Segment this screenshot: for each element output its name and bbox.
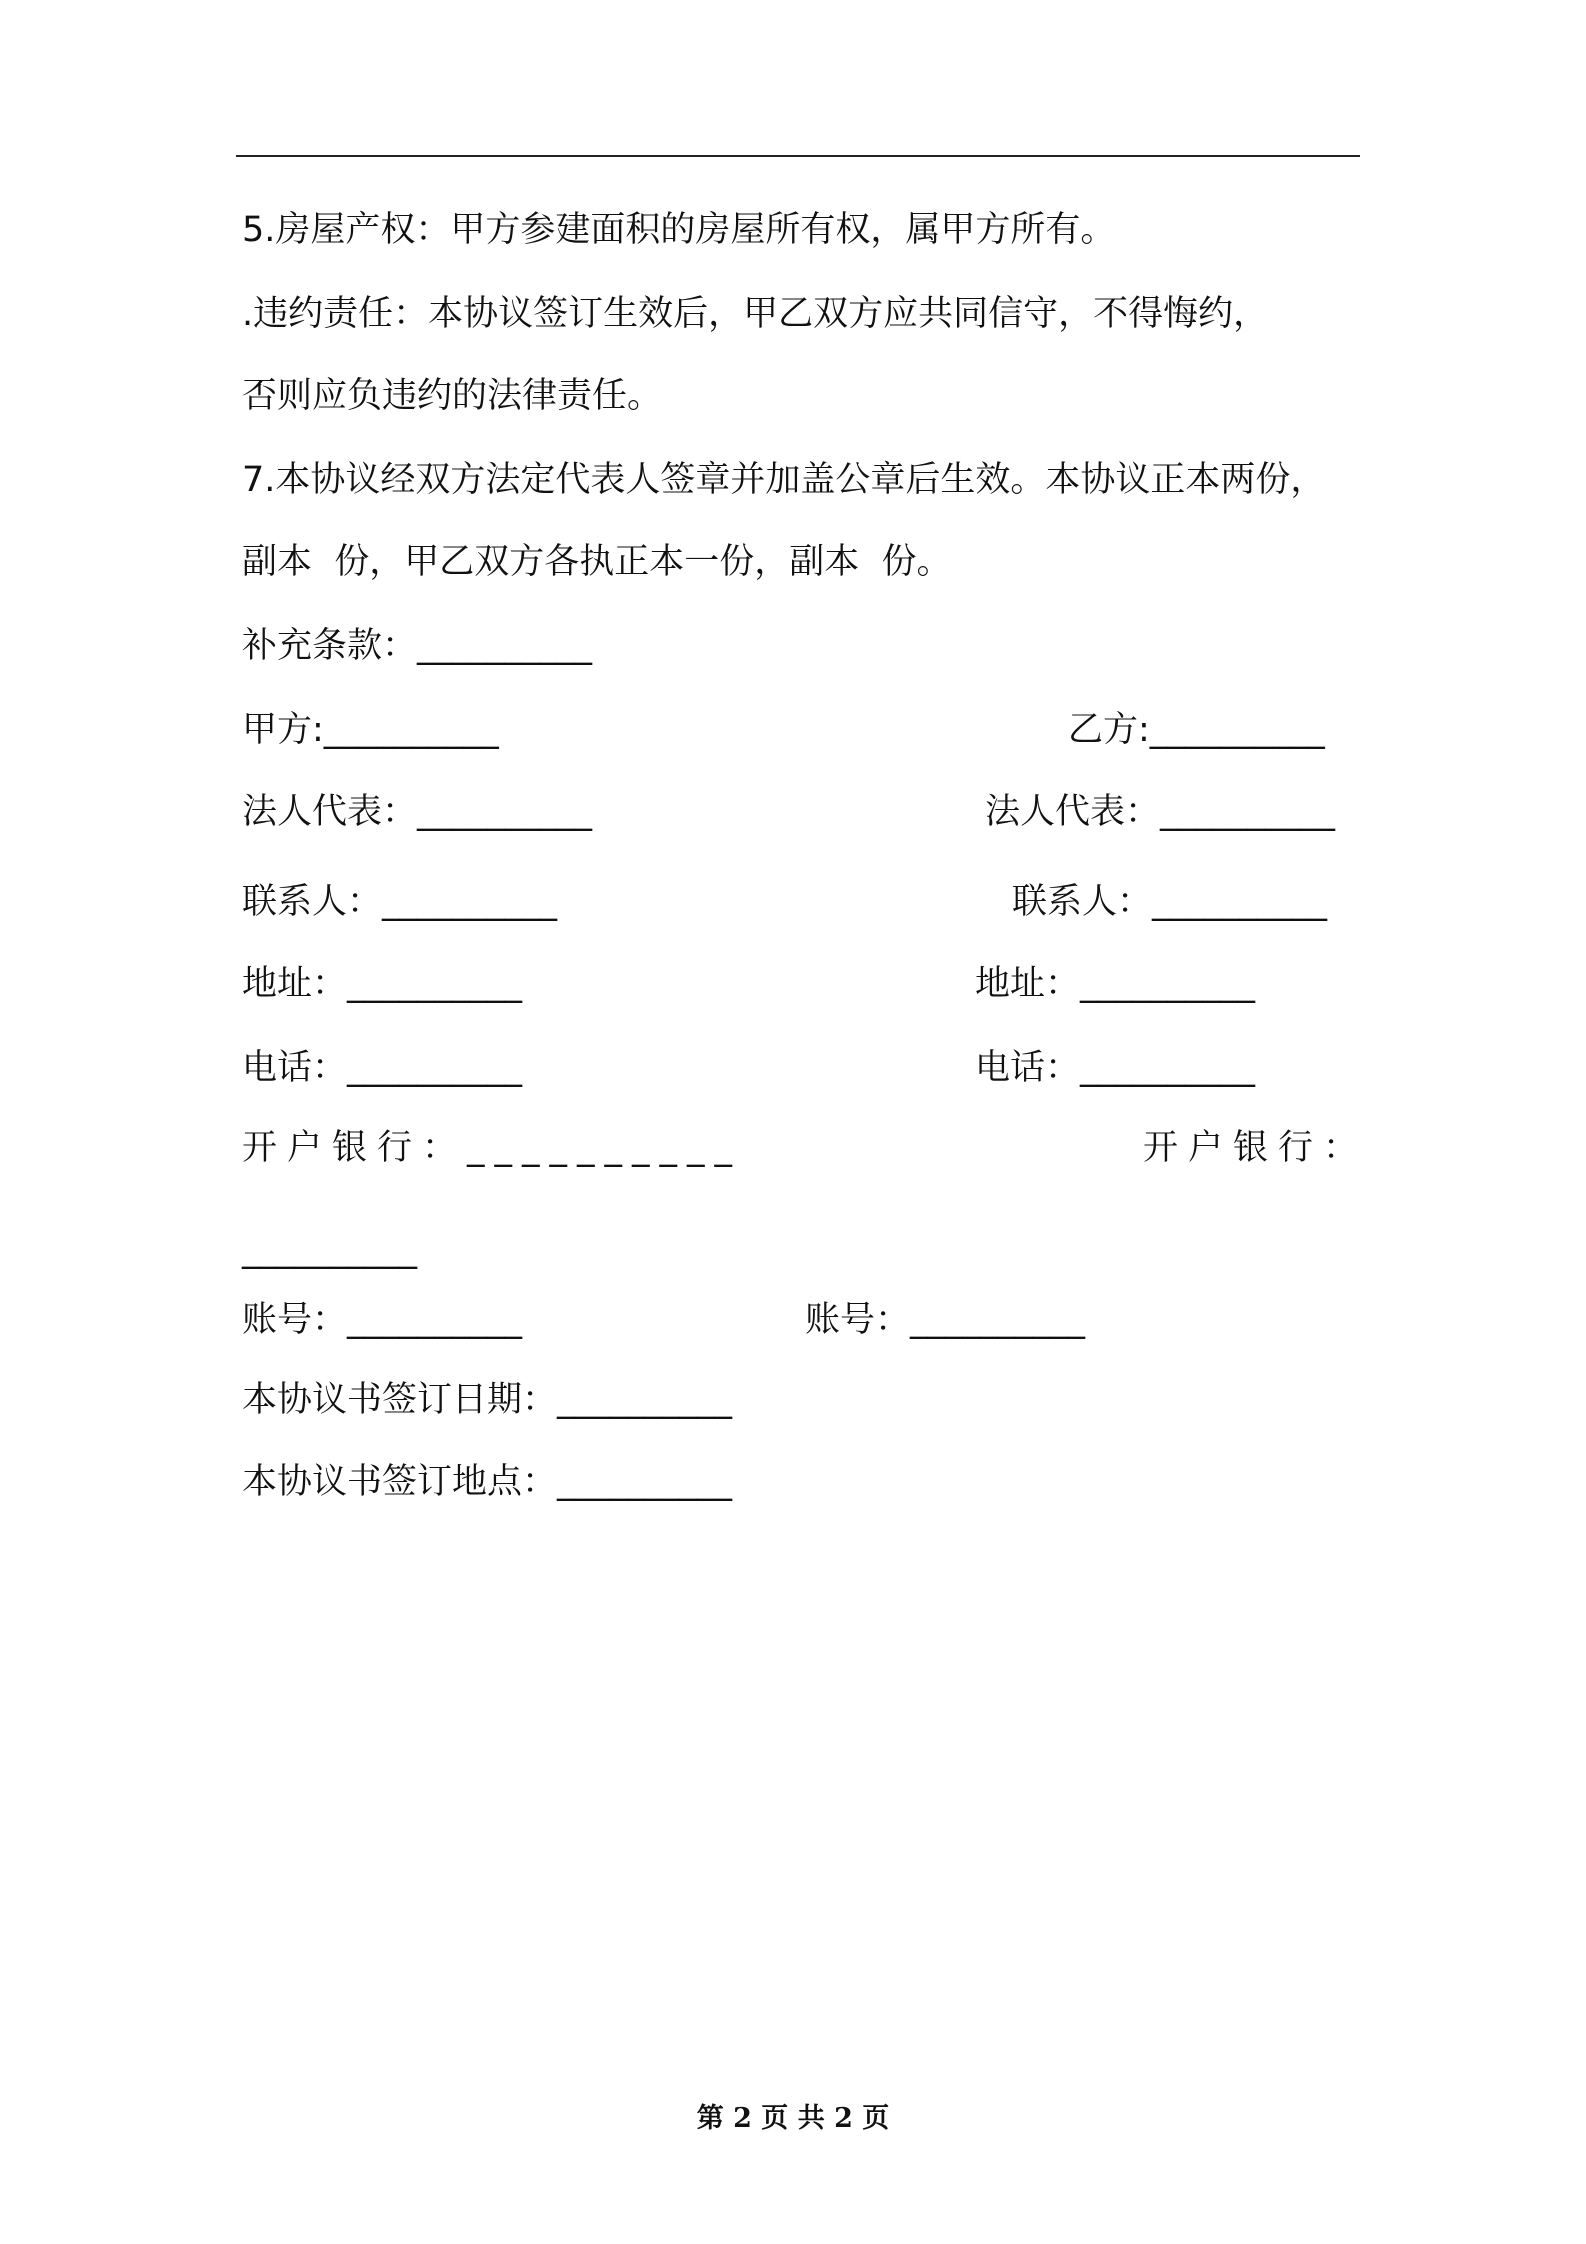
- signing-date: 本协议书签订日期：__________: [242, 1380, 733, 1420]
- party-b-phone: 电话：__________: [975, 1048, 1256, 1088]
- party-a-bank: 开户银行：__________: [242, 1128, 743, 1168]
- header-rule: [236, 155, 1360, 157]
- signing-place: 本协议书签订地点：__________: [242, 1462, 733, 1502]
- clause-7-line-1: 7.本协议经双方法定代表人签章并加盖公章后生效。本协议正本两份，: [242, 460, 1326, 500]
- party-a-address: 地址：__________: [242, 964, 523, 1004]
- clause-6-line-2: 否则应负违约的法律责任。: [242, 376, 663, 416]
- party-b-bank: 开户银行：: [1143, 1128, 1369, 1168]
- party-b-rep: 法人代表：__________: [985, 792, 1336, 832]
- party-b-address: 地址：__________: [975, 964, 1256, 1004]
- clause-5: 5.房屋产权：甲方参建面积的房屋所有权，属甲方所有。: [242, 210, 1116, 250]
- party-a-contact: 联系人：__________: [242, 882, 558, 922]
- party-b-name: 乙方:__________: [1068, 710, 1325, 750]
- party-a-name: 甲方:__________: [242, 710, 499, 750]
- clause-7-line-2: 副本 份，甲乙双方各执正本一份，副本 份。: [242, 542, 952, 582]
- party-a-rep: 法人代表：__________: [242, 792, 593, 832]
- party-a-account: 账号：__________: [242, 1300, 523, 1340]
- clause-6-line-1: .违约责任：本协议签订生效后，甲乙双方应共同信守，不得悔约，: [242, 294, 1269, 334]
- party-b-bank-blank: __________: [242, 1230, 417, 1270]
- supplement-clause: 补充条款：__________: [242, 626, 593, 666]
- party-a-phone: 电话：__________: [242, 1048, 523, 1088]
- page-number: 第 2 页 共 2 页: [696, 2103, 890, 2134]
- party-b-contact: 联系人：__________: [1012, 882, 1328, 922]
- party-b-account: 账号：__________: [805, 1300, 1086, 1340]
